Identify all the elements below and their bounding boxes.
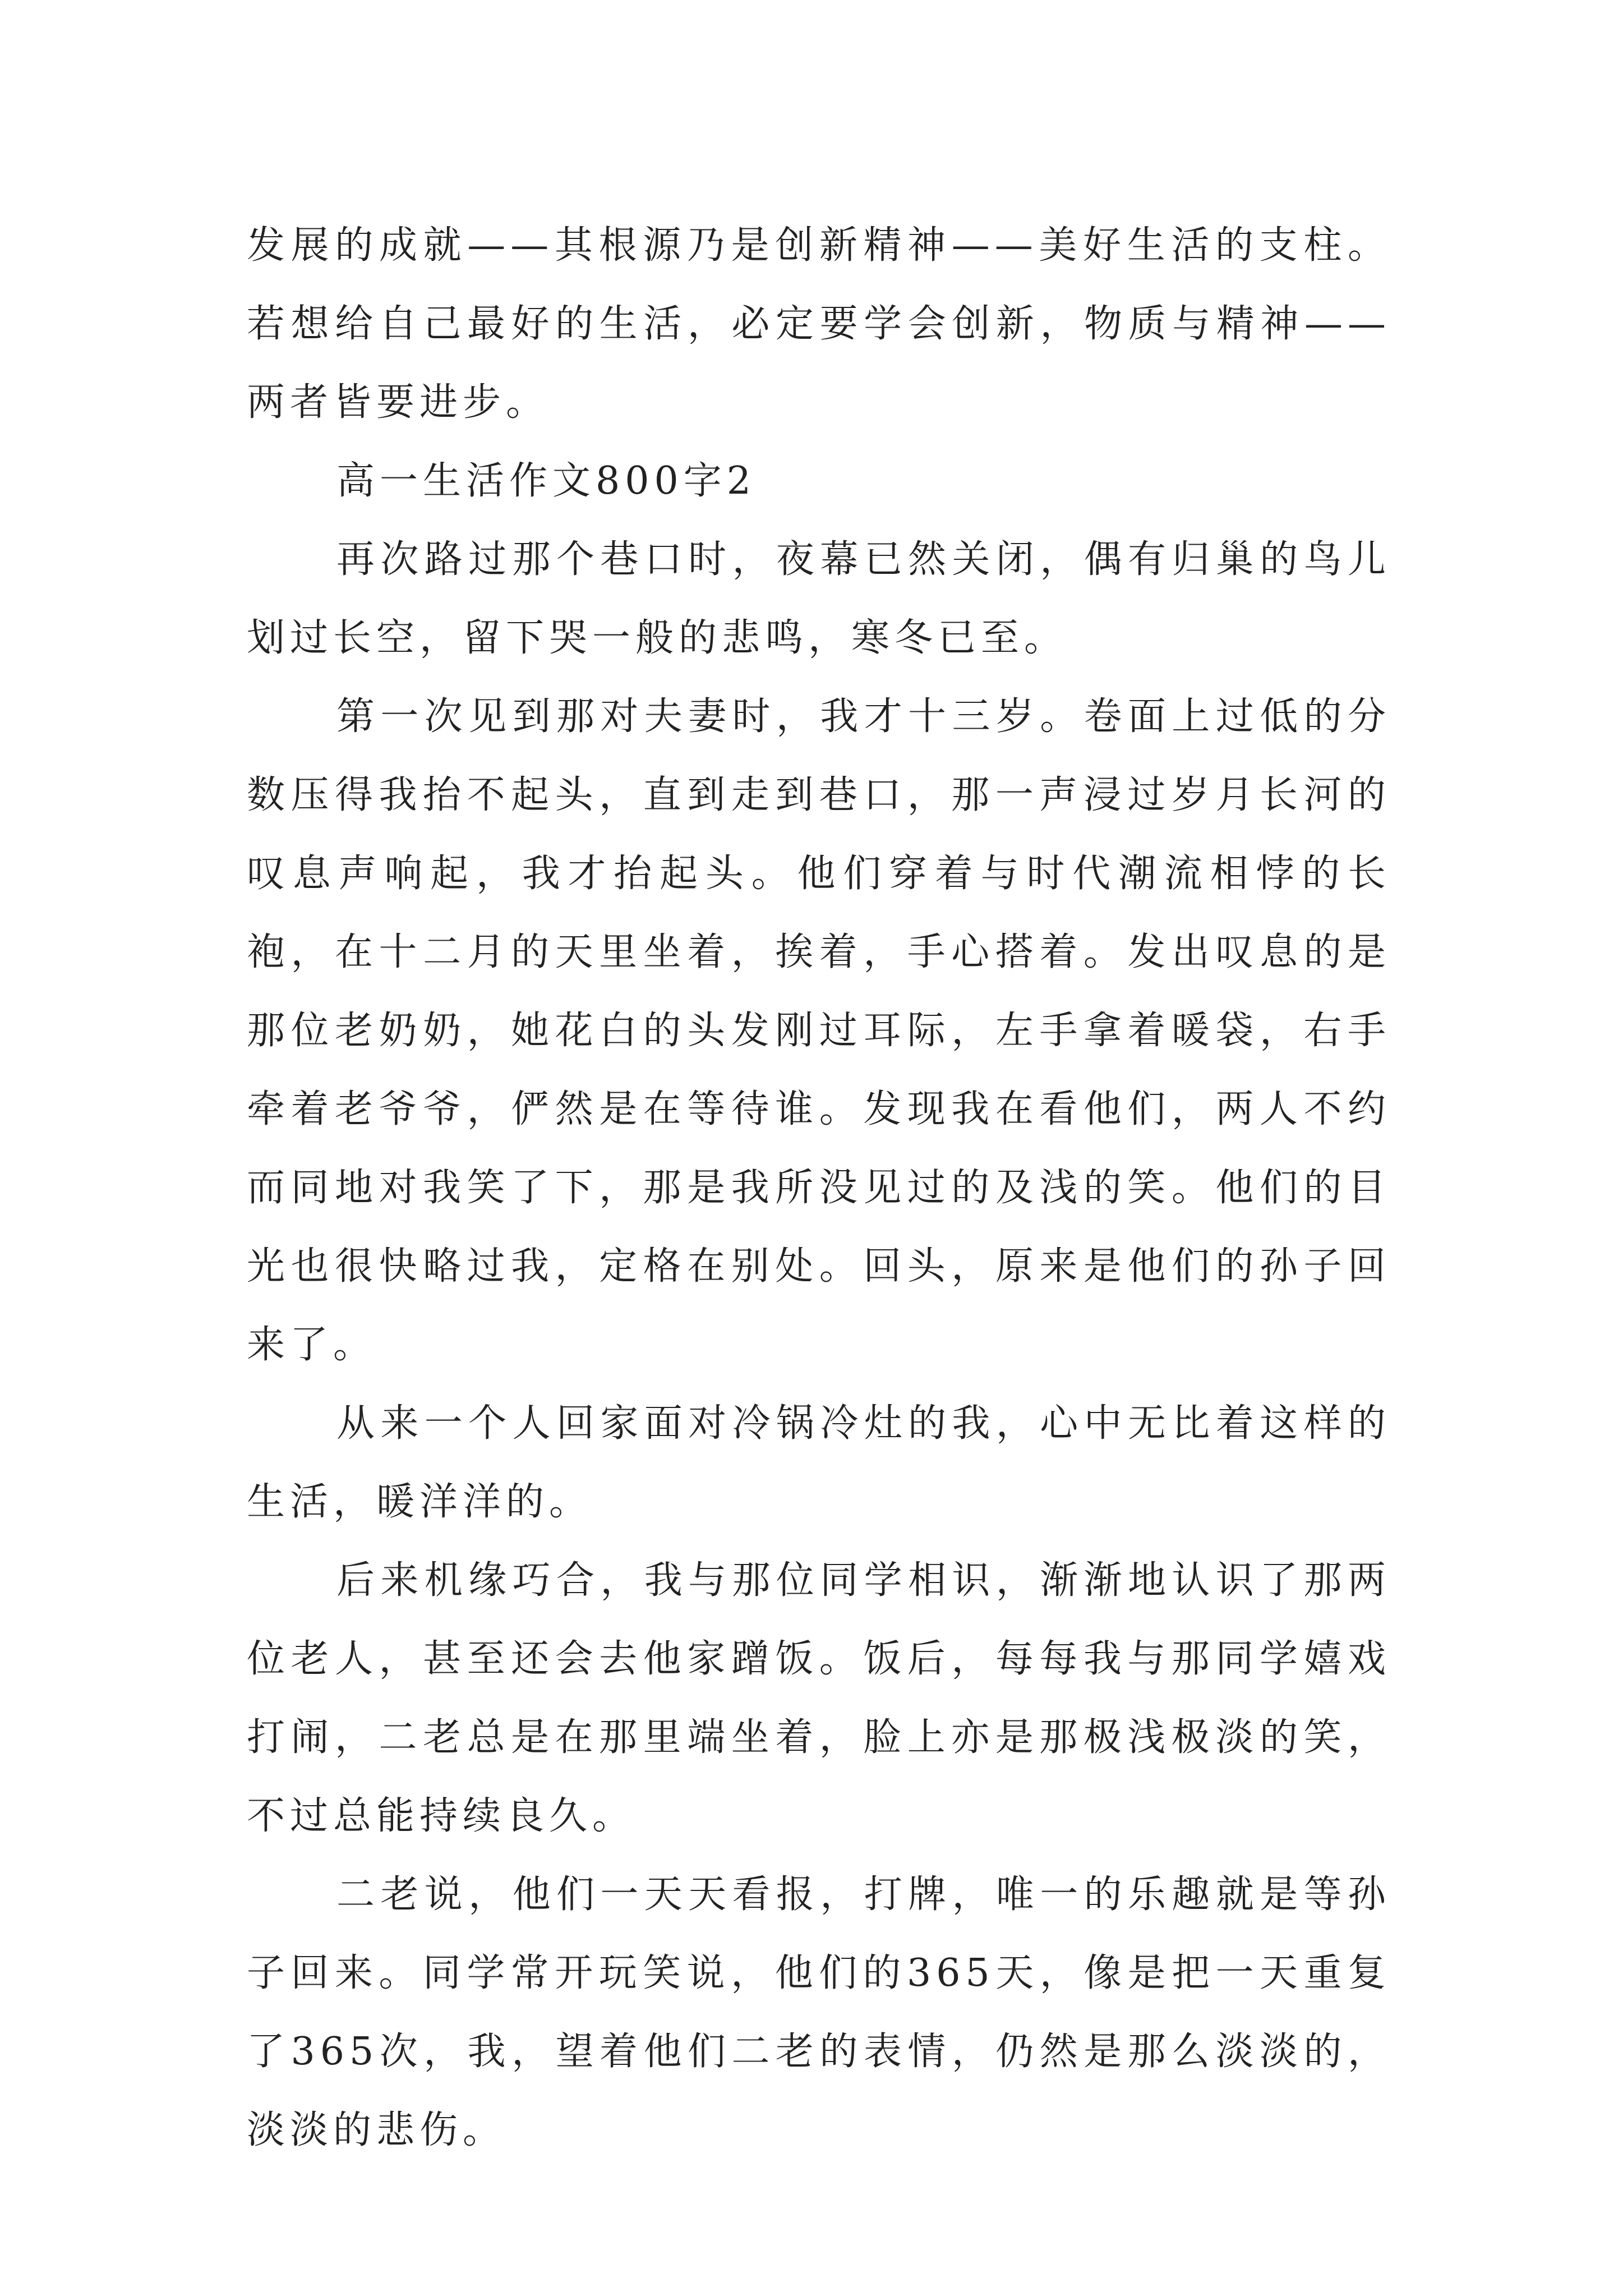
paragraph-continuation: 发展的成就——其根源乃是创新精神——美好生活的支柱。若想给自己最好的生活，必定要学会创新，物质与精神——两者皆要进步。 (247, 223, 1391, 425)
document-body (247, 206, 1391, 2170)
paragraph: 第一次见到那对夫妻时，我才十三岁。卷面上过低的分数压得我抬不起头，直到走到巷口，那一声浸过岁月长河的叹息声响起，我才抬起头。他们穿着与时代潮流相悖的长袍，在十二月的天里坐着，挨着，手心搭着。发出叹息的是那位老奶奶，她花白的头发刚过耳际，左手拿着暖袋，右手牵着老爷爷，俨然是在等待谁。发现我在看他们，两人不约而同地对我笑了下，那是我所没见过的及浅的笑。他们的目光也很快略过我，定格在别处。回头，原来是他们的孙子回来了。 (247, 694, 1391, 1367)
paragraph: 从来一个人回家面对冷锅冷灶的我，心中无比着这样的生活，暖洋洋的。 (247, 1401, 1391, 1524)
paragraph: 再次路过那个巷口时，夜幕已然关闭，偶有归巢的鸟儿划过长空，留下哭一般的悲鸣，寒冬已至。 (247, 537, 1391, 660)
paragraph: 二老说，他们一天天看报，打牌，唯一的乐趣就是等孙子回来。同学常开玩笑说，他们的365天，像是把一天重复了365次，我，望着他们二老的表情，仍然是那么淡淡的，淡淡的悲伤。 (247, 1872, 1391, 2152)
section-heading: 高一生活作文800字2 (336, 459, 757, 503)
paragraph: 后来机缘巧合，我与那位同学相识，渐渐地认识了那两位老人，甚至还会去他家蹭饭。饭后，每每我与那同学嬉戏打闹，二老总是在那里端坐着，脸上亦是那极浅极淡的笑，不过总能持续良久。 (247, 1558, 1391, 1838)
